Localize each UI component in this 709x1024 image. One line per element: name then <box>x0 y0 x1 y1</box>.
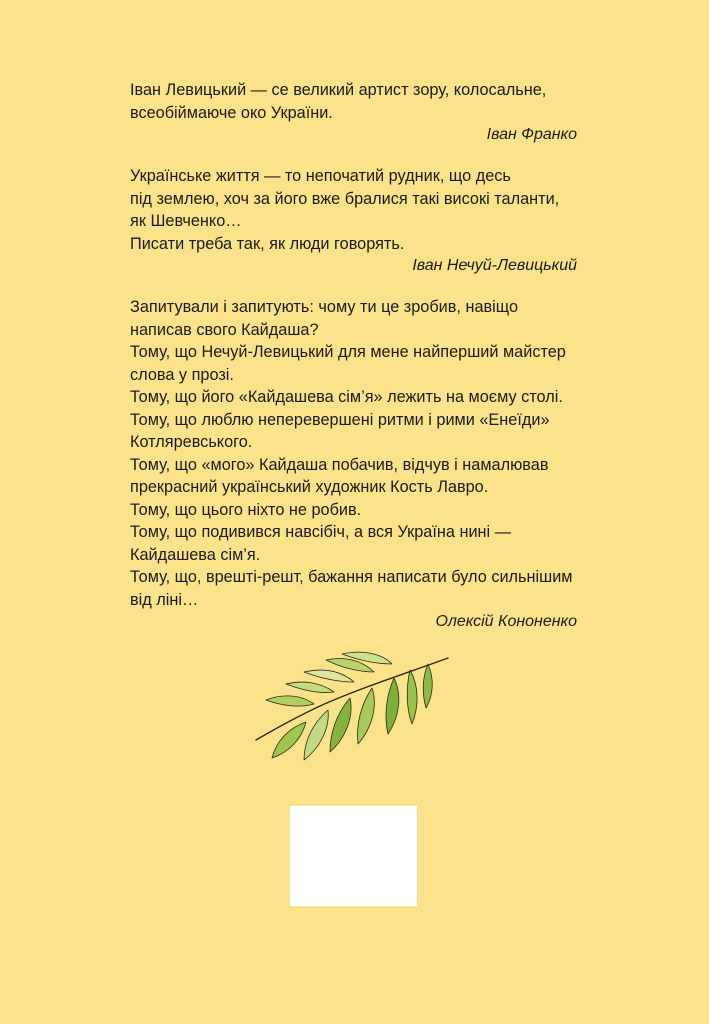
quote-line: Тому, що подивився навсібіч, а вся Україна нині — <box>130 523 511 541</box>
quote-line: Іван Левицький — се великий артист зору, колосальне, <box>130 81 547 99</box>
quote-line: Кайдашева сім’я. <box>130 545 261 564</box>
quote-line: Тому, що, врешті-решт, бажання написати було сильнішим <box>130 568 573 586</box>
quote-ivan-franko <box>130 79 580 147</box>
quote-line: Тому, що цього ніхто не робив. <box>130 500 362 519</box>
quote-line: від ліні… <box>130 590 199 609</box>
quote-line: Тому, що «мого» Кайдаша побачив, відчув і намалював <box>130 455 549 474</box>
olive-branch-icon <box>250 648 452 766</box>
quote-author: Іван Франко <box>486 126 577 143</box>
quote-nechui-levytskyi <box>130 165 580 278</box>
quote-line: Тому, що люблю неперевершені ритми і рими «Енеїди» <box>130 410 550 429</box>
quote-line: всеобіймаюче око України. <box>130 103 333 122</box>
quote-line: слова у прозі. <box>130 365 234 384</box>
quote-line: Тому, що Нечуй-Левицький для мене найперший майстер <box>130 343 566 361</box>
quote-author: Іван Нечуй-Левицький <box>412 257 577 274</box>
quote-line: як Шевченко… <box>130 212 242 230</box>
quote-line: Українське життя — то непочатий рудник, що десь <box>130 167 511 185</box>
quote-line: прекрасний український художник Кость Лавро. <box>130 478 489 496</box>
quote-author: Олексій Кононенко <box>435 613 577 630</box>
quote-line: Котляревського. <box>130 433 253 451</box>
quote-line: під землею, хоч за його вже бралися такі високі таланти, <box>130 189 560 208</box>
quote-kononenko <box>130 296 580 634</box>
quote-line: Запитували і запитують: чому ти це зробив, навіщо <box>130 298 519 316</box>
barcode-placeholder <box>290 806 417 906</box>
quote-line: Писати треба так, як люди говорять. <box>130 234 405 253</box>
quote-line: Тому, що його «Кайдашева сім’я» лежить на моєму столі. <box>130 388 563 406</box>
quote-line: написав свого Кайдаша? <box>130 320 319 339</box>
